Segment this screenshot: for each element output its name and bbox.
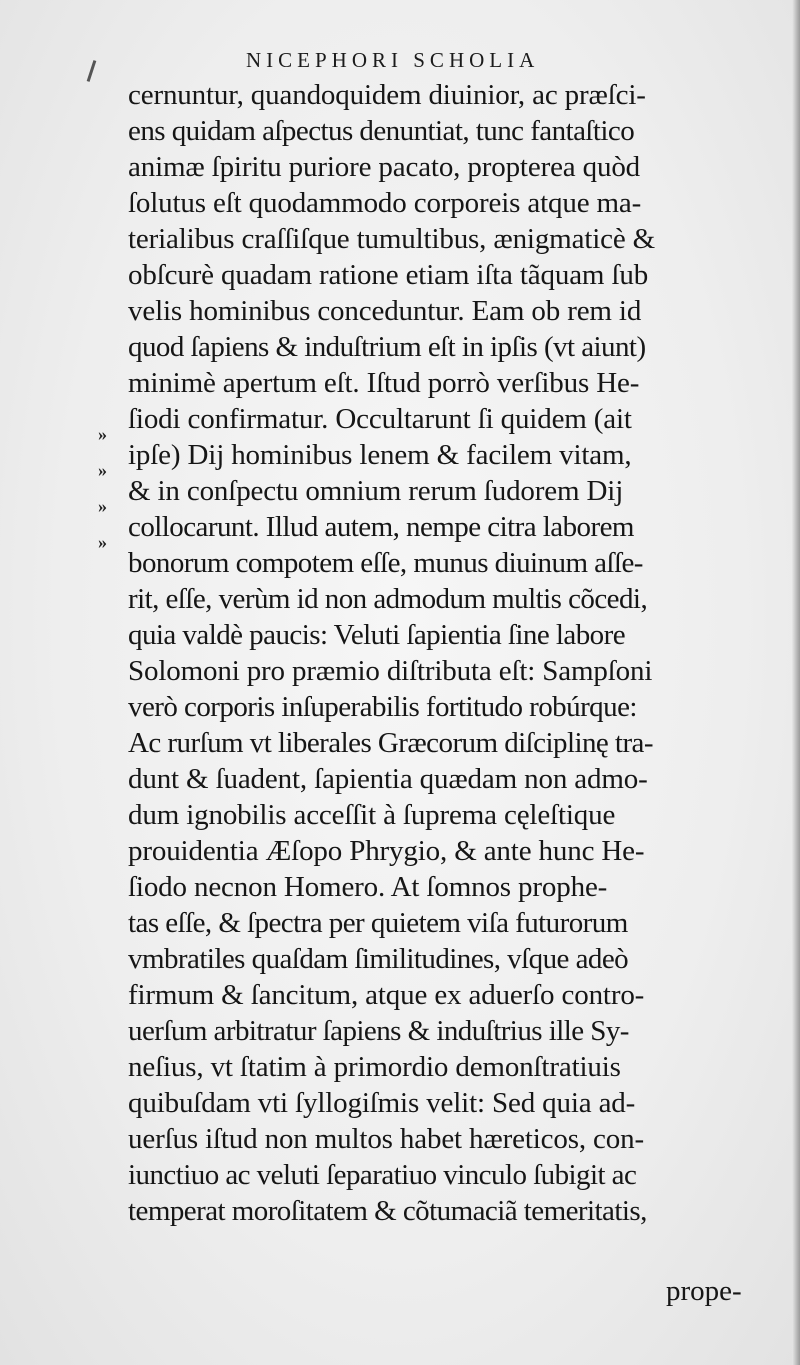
text-line: ſiodo necnon Homero. At ſomnos prophe- <box>128 871 608 903</box>
text-line: ſiodi confirmatur. Occultarunt ſi quidem (ait <box>128 403 632 435</box>
catchword: prope- <box>666 1275 742 1307</box>
text-line: ſolutus eſt quodammodo corporeis atque ma- <box>128 187 642 219</box>
text-line: firmum & ſancitum, atque ex aduerſo contro- <box>128 979 645 1011</box>
text-line: uerſus iſtud non multos habet hæreticos, con- <box>128 1123 644 1155</box>
text-line: dunt & ſuadent, ſapientia quædam non admo- <box>128 763 648 795</box>
text-line: velis hominibus conceduntur. Eam ob rem id <box>128 295 642 327</box>
text-line: quia valdè paucis: Veluti ſapientia ſine labore <box>128 619 626 651</box>
text-line: obſcurè quadam ratione etiam iſta tãquam ſub <box>128 259 649 291</box>
text-line: bonorum compotem eſſe, munus diuinum aſſe- <box>128 547 643 579</box>
text-line: dum ignobilis acceſſit à ſuprema cęleſtique <box>128 799 616 831</box>
quotation-mark: » <box>98 496 107 516</box>
text-line: rit, eſſe, verùm id non admodum multis cõcedi, <box>128 583 648 615</box>
text-line: Ac rurſum vt liberales Græcorum diſciplinę tra- <box>128 727 653 759</box>
quotation-mark: » <box>98 532 107 552</box>
main-text-block <box>128 77 768 1229</box>
quotation-mark: » <box>98 424 107 444</box>
text-line: tas eſſe, & ſpectra per quietem viſa futurorum <box>128 907 628 939</box>
text-line: verò corporis inſuperabilis fortitudo robúrque: <box>128 691 637 723</box>
text-line: iunctiuo ac veluti ſeparatiuo vinculo ſubigit ac <box>128 1159 637 1191</box>
text-line: & in conſpectu omnium rerum ſudorem Dij <box>128 475 624 507</box>
text-line: collocarunt. Illud autem, nempe citra laborem <box>128 511 634 543</box>
quotation-marks-margin <box>98 0 128 1365</box>
text-line: quibuſdam vti ſyllogiſmis velit: Sed quia ad- <box>128 1087 636 1119</box>
text-line: Solomoni pro præmio diſtributa eſt: Sampſoni <box>128 655 653 687</box>
text-line: uerſum arbitratur ſapiens & induſtrius ille Sy- <box>128 1015 629 1047</box>
text-line: ens quidam aſpectus denuntiat, tunc fantaſtico <box>128 115 635 147</box>
running-head: NICEPHORI SCHOLIA <box>246 48 540 72</box>
text-line: neſius, vt ſtatim à primordio demonſtratiuis <box>128 1051 621 1083</box>
text-line: prouidentia Æſopo Phrygio, & ante hunc He- <box>128 835 645 867</box>
text-line: minimè apertum eſt. Iſtud porrò verſibus He- <box>128 367 640 399</box>
text-line: quod ſapiens & induſtrium eſt in ipſis (vt aiunt) <box>128 331 646 363</box>
ink-mark <box>87 60 97 82</box>
text-line: cernuntur, quandoquidem diuinior, ac præſci- <box>128 79 646 111</box>
page-edge-shadow <box>792 0 800 1365</box>
text-line: temperat moroſitatem & cõtumaciã temeritatis, <box>128 1195 647 1227</box>
text-line: vmbratiles quaſdam ſimilitudines, vſque adeò <box>128 943 629 975</box>
quotation-mark: » <box>98 460 107 480</box>
text-line: terialibus craſſiſque tumultibus, ænigmaticè & <box>128 223 656 255</box>
text-line: animæ ſpiritu puriore pacato, propterea quòd <box>128 151 641 183</box>
text-line: ipſe) Dij hominibus lenem & facilem vitam, <box>128 439 632 471</box>
